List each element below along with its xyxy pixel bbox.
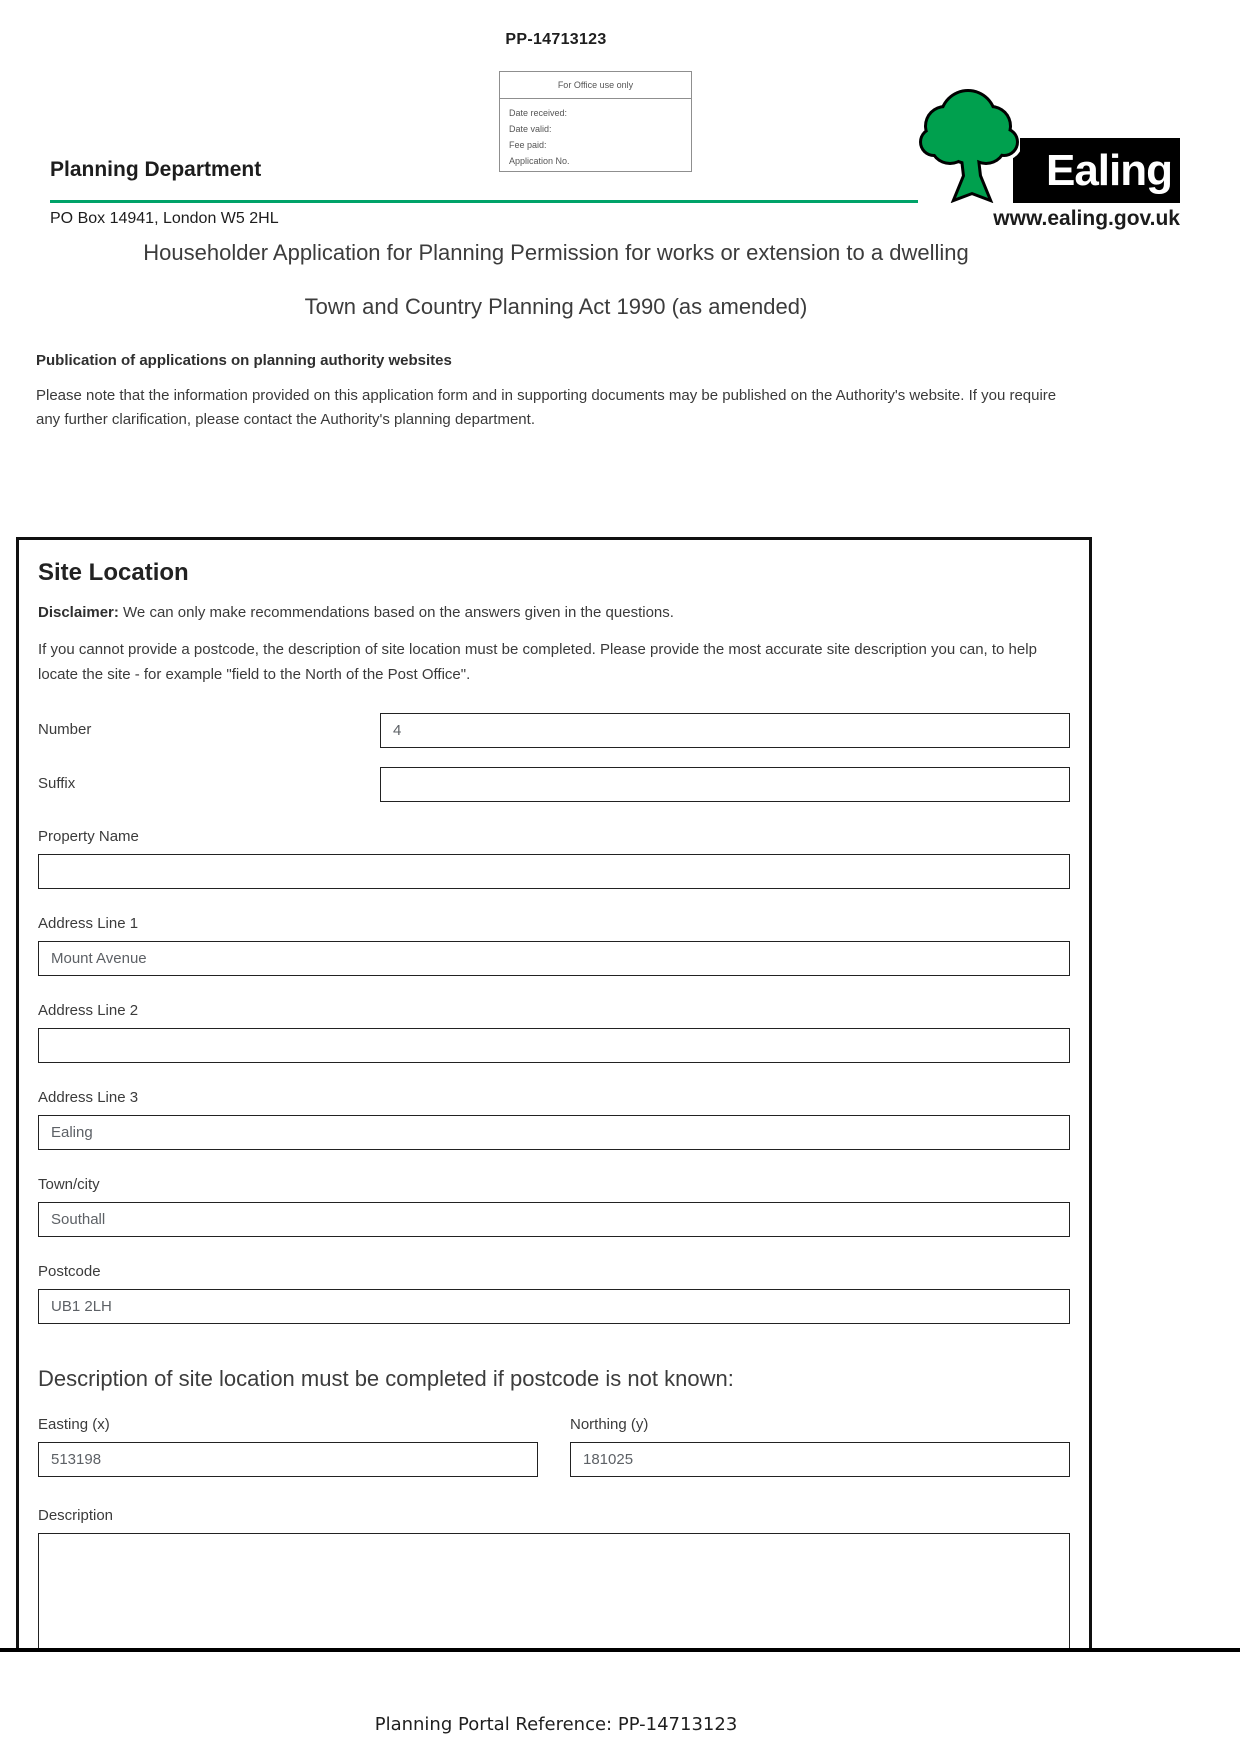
office-row-date-valid: Date valid: (509, 124, 552, 134)
description-requirement-heading: Description of site location must be completed if postcode is not known: (38, 1366, 734, 1391)
coordinates-row (38, 1416, 1070, 1477)
disclaimer-label: Disclaimer: (38, 604, 119, 621)
northing-input[interactable] (570, 1442, 1070, 1477)
reference-number: PP-14713123 (505, 31, 607, 48)
form-subtitle: Town and Country Planning Act 1990 (as amended) (304, 294, 808, 319)
ealing-website-url: www.ealing.gov.uk (993, 207, 1180, 230)
postcode-field (38, 1263, 1070, 1324)
address-line-3-field (38, 1089, 1070, 1150)
ealing-wordmark: Ealing (1045, 145, 1172, 195)
town-city-field (38, 1176, 1070, 1237)
office-row-application-no: Application No. (509, 156, 570, 166)
address-line-1-label: Address Line 1 (38, 915, 139, 932)
site-location-section (16, 537, 1092, 1650)
easting-label: Easting (x) (38, 1416, 110, 1433)
site-location-heading: Site Location (38, 559, 189, 586)
office-row-date-received: Date received: (509, 108, 568, 118)
address-line-3-input[interactable] (38, 1115, 1070, 1150)
department-address: PO Box 14941, London W5 2HL (50, 210, 279, 227)
disclaimer-body: We can only make recommendations based on the answers given in the questions. (123, 604, 674, 621)
town-city-label: Town/city (38, 1176, 100, 1193)
ealing-logo (905, 85, 1180, 235)
suffix-field-row (38, 767, 1070, 802)
form-title: Householder Application for Planning Permission for works or extension to a dwelling (143, 240, 969, 265)
postcode-input[interactable] (38, 1289, 1070, 1324)
property-name-label: Property Name (38, 828, 139, 845)
number-input[interactable] (380, 713, 1070, 748)
address-line-1-input[interactable] (38, 941, 1070, 976)
suffix-input[interactable] (380, 767, 1070, 802)
number-label: Number (38, 721, 92, 738)
description-textarea[interactable] (38, 1533, 1070, 1650)
suffix-label: Suffix (38, 775, 76, 792)
northing-label: Northing (y) (570, 1416, 649, 1433)
office-row-fee-paid: Fee paid: (509, 140, 547, 150)
address-line-2-input[interactable] (38, 1028, 1070, 1063)
property-name-input[interactable] (38, 854, 1070, 889)
header-divider-rule (50, 200, 918, 203)
department-title: Planning Department (50, 158, 262, 181)
ealing-logo-box (1013, 138, 1180, 203)
page-break-rule (0, 1648, 1240, 1652)
description-label: Description (38, 1507, 114, 1524)
property-name-field (38, 828, 1070, 889)
easting-field (38, 1416, 538, 1477)
intro-section (36, 232, 1076, 432)
description-field (38, 1507, 1070, 1650)
disclaimer-text (38, 604, 1070, 621)
footer-reference: Planning Portal Reference: PP-14713123 (374, 1714, 738, 1735)
publication-note: Please note that the information provided on this application form and in supporting documents may be published on the Authority's website. If you require any further clarification, please contact the Authority's planning department. (36, 387, 1057, 428)
address-line-1-field (38, 915, 1070, 976)
postcode-label: Postcode (38, 1263, 101, 1280)
publication-heading: Publication of applications on planning authority websites (36, 352, 452, 369)
office-use-title: For Office use only (500, 72, 691, 99)
easting-input[interactable] (38, 1442, 538, 1477)
office-use-box (499, 71, 692, 172)
ealing-tree-icon (918, 88, 1020, 203)
number-field-row (38, 713, 1070, 748)
address-line-3-label: Address Line 3 (38, 1089, 139, 1106)
address-line-2-field (38, 1002, 1070, 1063)
town-city-input[interactable] (38, 1202, 1070, 1237)
northing-field (570, 1416, 1070, 1477)
office-use-rows (500, 99, 691, 169)
address-line-2-label: Address Line 2 (38, 1002, 139, 1019)
postcode-instructions: If you cannot provide a postcode, the description of site location must be completed. Please provide the most accurate site description you can, to help locate the site - for example "field to the North of the Post Office". (38, 641, 1037, 683)
